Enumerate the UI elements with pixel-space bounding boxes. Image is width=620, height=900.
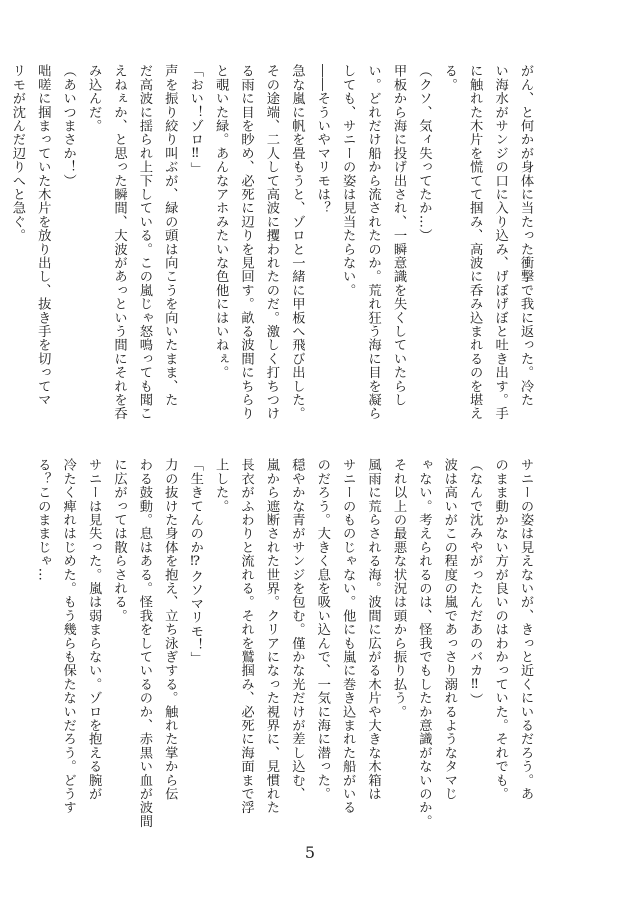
upper-text-block <box>9 64 538 442</box>
text-line: 風雨に荒らされる海。波間に広がる木片や大きな木箱は <box>365 458 381 801</box>
text-line: ゃない。考えられるのは、怪我でもしたか意識がないのか。 <box>416 458 432 828</box>
text-line: る雨に目を眇め、必死に辺りを見回す。畝る波間にちらり <box>238 64 254 421</box>
text-line: に触れた木片を慌てて掴み、高波に呑み込まれるのを堪え <box>467 64 483 421</box>
text-line: る？このままじゃ… <box>35 458 51 582</box>
text-line: わる鼓動。息はある。怪我をしているのか、赤黒い血が波間 <box>136 458 152 828</box>
text-line: 声を振り絞り叫ぶが、緑の頭は向こうを向いたまま、た <box>162 64 178 407</box>
text-line: に広がっては散らされる。 <box>111 458 127 623</box>
text-line: ――そういやマリモは？ <box>314 64 330 215</box>
text-line: その途端、二人して高波に攫われたのだ。激しく打ちつけ <box>263 64 279 421</box>
text-line: 咄嗟に掴まっていた木片を放り出し、抜き手を切ってマ <box>35 64 51 407</box>
text-line: サニーのものじゃない。他にも嵐に巻き込まれた船がいる <box>340 458 356 815</box>
text-line: 甲板から海に投げ出され、一瞬意識を失くしていたらし <box>390 64 406 407</box>
text-line: 「おい！ゾロ‼」 <box>187 64 203 176</box>
text-line: がん、と何かが身体に当たった衝撃で我に返った。冷た <box>518 64 533 407</box>
lower-text-block <box>35 458 538 836</box>
text-line: 急な嵐に帆を畳もうと、ゾロと一緒に甲板へ飛び出した。 <box>289 64 305 421</box>
text-line: しても、サニーの姿は見当たらない。 <box>340 64 356 297</box>
text-line: 波は高いがこの程度の嵐であっさり溺れるようなタマじ <box>441 458 457 801</box>
text-line: のだろう。大きく息を吸い込んで、一気に海に潜った。 <box>314 458 330 801</box>
text-line: い海水がサンジの口に入り込み、げぼげぼと吐き出す。手 <box>492 64 508 421</box>
text-line: （あいつまさか！） <box>60 64 76 188</box>
text-line: サニーの姿は見えないが、きっと近くにいるだろう。あ <box>518 458 533 801</box>
text-line: えねぇか、と思った瞬間、大波があっという間にそれを呑 <box>111 64 127 421</box>
text-line: 嵐から遮断された世界。クリアになった視界に、見慣れた <box>263 458 279 815</box>
text-line: 穏やかな青がサンジを包む。僅かな光だけが差し込む、 <box>289 458 305 801</box>
text-line: 上した。 <box>213 458 229 513</box>
text-line: のまま動かない方が良いのはわかっていた。それでも。 <box>492 458 508 801</box>
text-line: い。どれだけ船から流されたのか。荒れ狂う海に目を凝ら <box>365 64 381 421</box>
text-line: だ高波に揺られ上下している。この嵐じゃ怒鳴っても聞こ <box>136 64 152 421</box>
page-number: 5 <box>304 843 316 862</box>
text-line: 「生きてんのか⁉クソマリモ！」 <box>187 458 203 666</box>
text-line: （なんで沈みやがったんだあのバカ‼） <box>467 458 483 707</box>
text-line: それ以上の最悪な状況は頭から振り払う。 <box>390 458 406 719</box>
text-line: み込んだ。 <box>86 64 102 133</box>
text-line: と覗いた緑。あんなアホみたいな色他にはいねぇ。 <box>213 64 229 380</box>
text-line: サニーは見失った。嵐は弱まらない。ゾロを抱える腕が <box>86 458 102 801</box>
text-line: 長衣がふわりと流れる。それを鷲掴み、必死に海面まで浮 <box>238 458 254 815</box>
text-line: る。 <box>441 64 457 92</box>
text-line: 力の抜けた身体を抱え、立ち泳ぎする。触れた掌から伝 <box>162 458 178 801</box>
text-line: 冷たく痺れはじめた。もう幾らも保たないだろう。どうす <box>60 458 76 815</box>
text-line: （クソ、気ィ失ってたか…） <box>416 64 432 243</box>
text-line: リモが沈んだ辺りへと急ぐ。 <box>9 64 25 243</box>
